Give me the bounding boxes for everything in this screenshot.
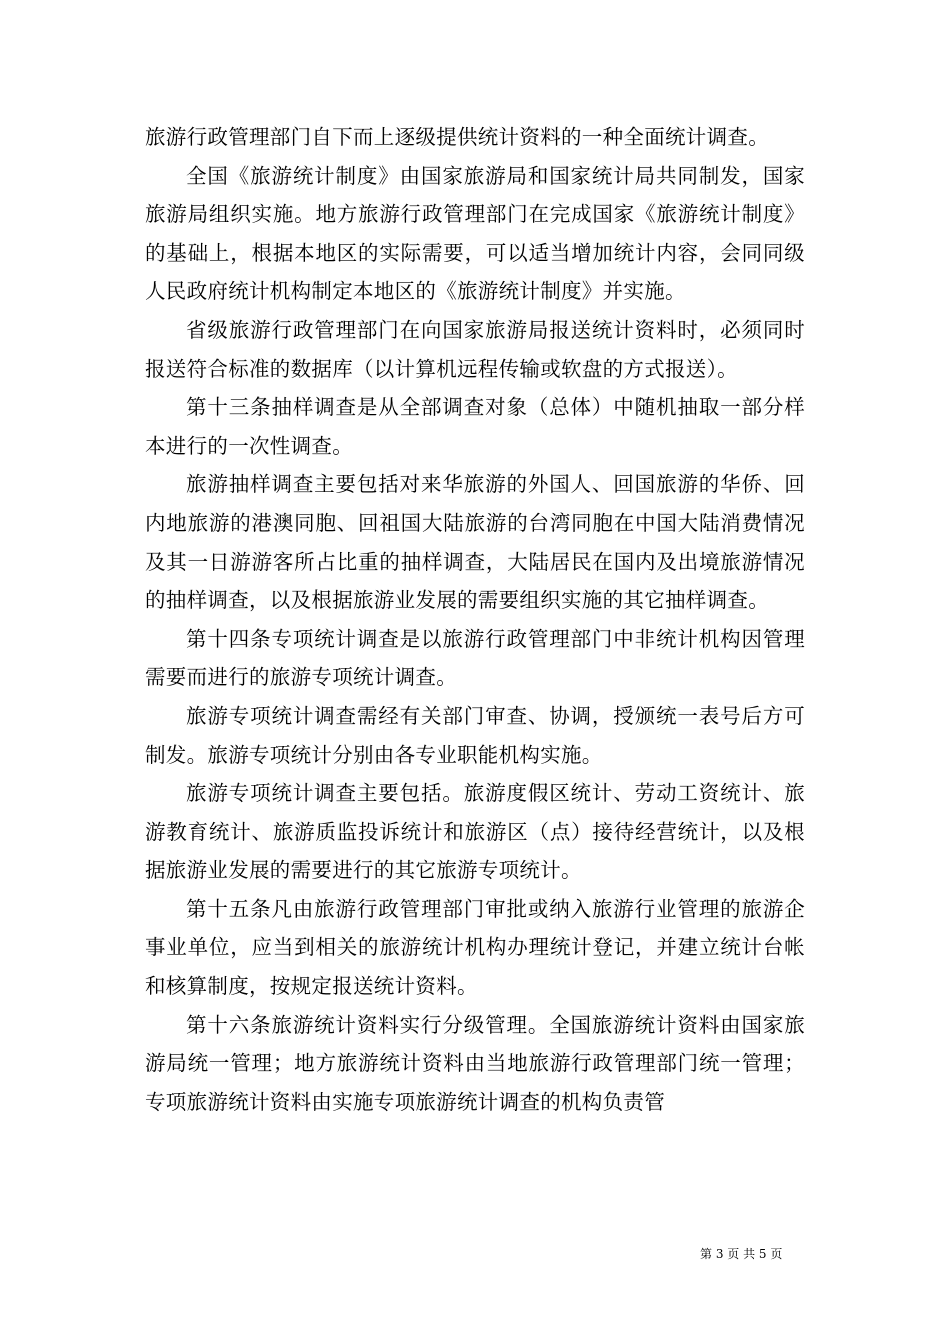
document-body [145,118,805,1121]
paragraph: 旅游专项统计调查需经有关部门审查、协调，授颁统一表号后方可制发。旅游专项统计分别由各专业职能机构实施。 [145,703,805,767]
paragraph: 旅游专项统计调查主要包括。旅游度假区统计、劳动工资统计、旅游教育统计、旅游质监投诉统计和旅游区（点）接待经营统计，以及根据旅游业发展的需要进行的其它旅游专项统计。 [145,781,805,883]
paragraph-continuation: 旅游行政管理部门自下而上逐级提供统计资料的一种全面统计调查。 [145,125,769,149]
paragraph: 第十四条专项统计调查是以旅游行政管理部门中非统计机构因管理需要而进行的旅游专项统计调查。 [145,626,805,690]
paragraph: 省级旅游行政管理部门在向国家旅游局报送统计资料时，必须同时报送符合标准的数据库（以计算机远程传输或软盘的方式报送）。 [145,317,805,381]
paragraph: 全国《旅游统计制度》由国家旅游局和国家统计局共同制发，国家旅游局组织实施。地方旅游行政管理部门在完成国家《旅游统计制度》的基础上，根据本地区的实际需要，可以适当增加统计内容，会同同级人民政府统计机构制定本地区的《旅游统计制度》并实施。 [145,163,805,304]
paragraph: 第十五条凡由旅游行政管理部门审批或纳入旅游行业管理的旅游企事业单位，应当到相关的旅游统计机构办理统计登记，并建立统计台帐和核算制度，按规定报送统计资料。 [145,896,805,999]
paragraph: 第十六条旅游统计资料实行分级管理。全国旅游统计资料由国家旅游局统一管理；地方旅游统计资料由当地旅游行政管理部门统一管理；专项旅游统计资料由实施专项旅游统计调查的机构负责管 [145,1012,805,1114]
page-number-footer: 第 3 页 共 5 页 [700,1247,783,1261]
paragraph: 旅游抽样调查主要包括对来华旅游的外国人、回国旅游的华侨、回内地旅游的港澳同胞、回祖国大陆旅游的台湾同胞在中国大陆消费情况及其一日游游客所占比重的抽样调查，大陆居民在国内及出境旅游情况的抽样调查，以及根据旅游业发展的需要组织实施的其它抽样调查。 [145,472,805,613]
paragraph: 第十三条抽样调查是从全部调查对象（总体）中随机抽取一部分样本进行的一次性调查。 [145,395,805,458]
